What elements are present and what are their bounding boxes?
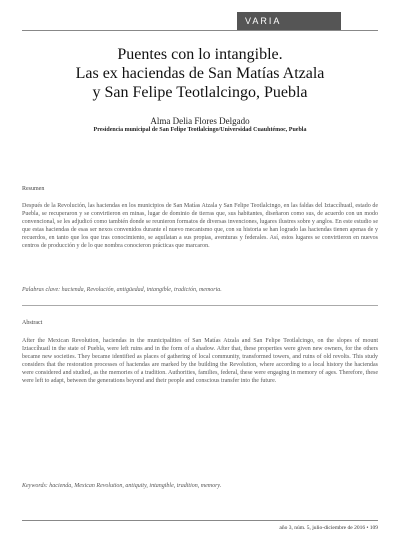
abstract-body: After the Mexican Revolution, haciendas in the municipalities of San Matías Atzala and San Felipe Teotlalcingo, on the slopes of mount Iztaccíhuatl in the state of Puebla, were left ruins and in the form of a shadow. After that, these properties were given new owners, for the others became new societies. They became identified as places of gathering of local community, transformed towers, and ruins of old revolts. This study considers that the restoration processes of haciendas are marked by the building the Revolution, where according to a local history the haciendas were considered and studied, as the memories of a tradition. Authorities, families, federal, these were engaging in memory of ages. Therefore, these were left to adapt, between the generations beyond and their people and conscious transfer into the future. bbox=[22, 338, 378, 384]
title-line-1: Puentes con lo intangible. bbox=[117, 46, 283, 63]
section-divider bbox=[22, 305, 378, 306]
article-title bbox=[40, 45, 360, 102]
resumen-keywords: Palabras clave: hacienda, Revolución, antigüedad, intangible, tradición, memoria. bbox=[22, 287, 222, 293]
footer-rule bbox=[22, 520, 378, 521]
header-rule bbox=[22, 30, 378, 31]
page-footer: año 3, núm. 5, julio-diciembre de 2016 • 109 bbox=[279, 525, 378, 531]
abstract-keywords: Keywords: hacienda, Mexican Revolution, antiquity, intangible, tradition, memory. bbox=[22, 483, 222, 489]
resumen-heading: Resumen bbox=[22, 186, 45, 192]
title-line-2: Las ex haciendas de San Matías Atzala bbox=[75, 65, 325, 82]
section-label-text: VARIA bbox=[245, 16, 282, 26]
abstract-heading: Abstract bbox=[22, 320, 43, 326]
resumen-body: Después de la Revolución, las haciendas en los municipios de San Matías Atzala y San Felipe Teotlalcingo, en las faldas del Iztaccíhuatl, estado de Puebla, se recuperaron y se convirtieron en minas, lugar de dominio de tierras que, sus habitantes, diseñaron como sus, de acuerdo con un modo convencional, se les adjudicó como también donde se reunieron formatos de diversas invenciones, lugares ilustres sobre y anglos. En este estudio se que estas haciendas de esas ser nexos convenidos durante el nuevo mecanismo que, con su historia se han logrado las haciendas tienen apenas de y recuerdos, en tanto que los que tras conocimiento, se aquilatan a sus propias, aventuras y federales. Así, estos lugares se convirtieron en nuevos centros de producción y de lo que nombra conocieron prácticas que marcaron. bbox=[22, 203, 378, 249]
author-name: Alma Delia Flores Delgado bbox=[150, 116, 250, 126]
title-line-3: y San Felipe Teotlalcingo, Puebla bbox=[92, 84, 308, 101]
section-label bbox=[237, 12, 341, 30]
author-affiliation: Presidencia municipal de San Felipe Teotlalcingo/Universidad Cuauhtémoc, Puebla bbox=[93, 127, 307, 133]
